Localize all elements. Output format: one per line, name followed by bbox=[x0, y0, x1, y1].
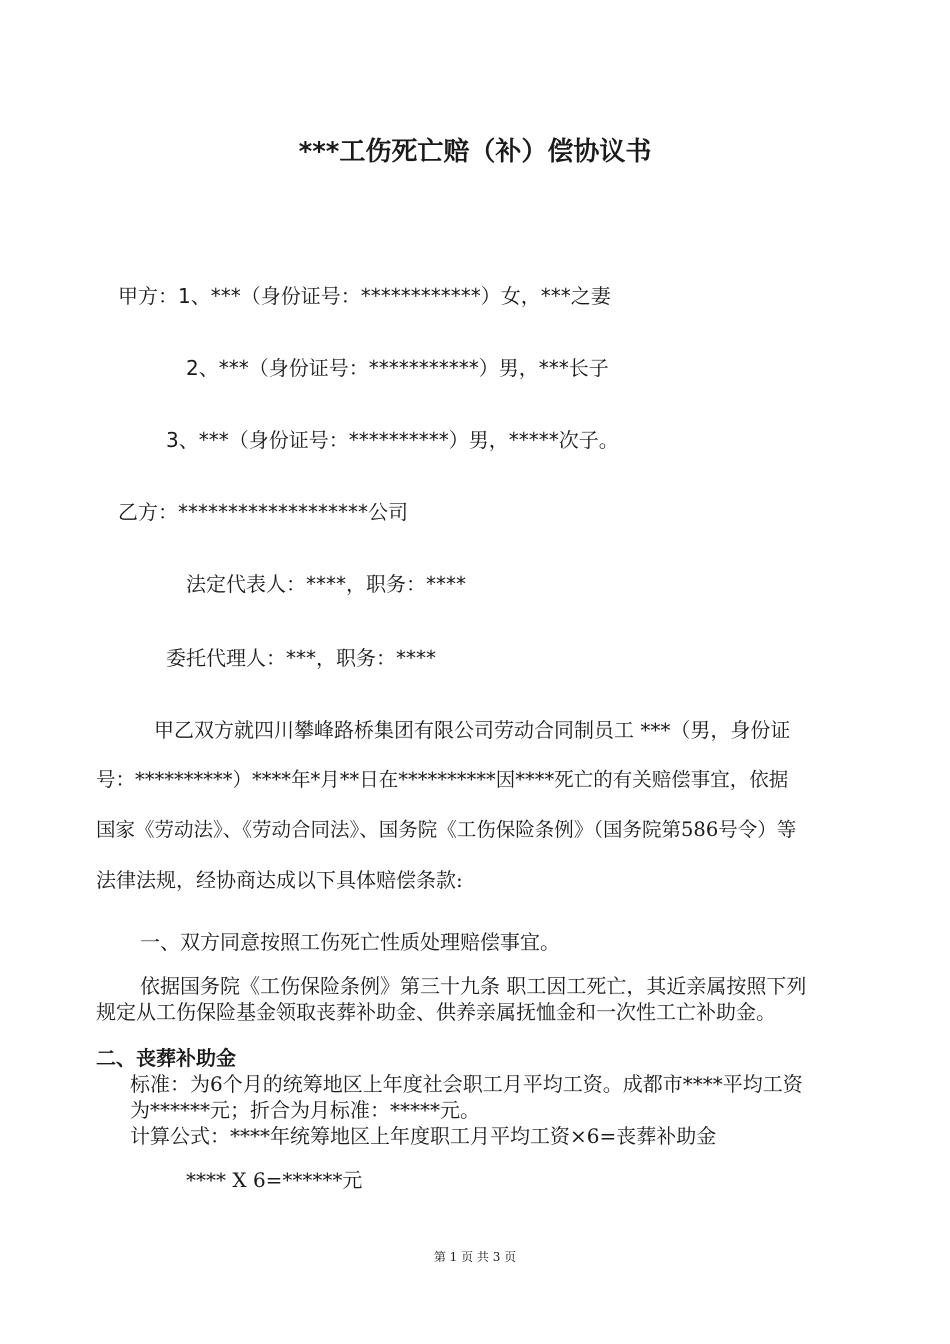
entrusted-agent: 委托代理人：***，职务：**** bbox=[166, 646, 436, 670]
basis-line-2: 规定从工伤保险基金领取丧葬补助金、供养亲属抚恤金和一次性工亡补助金。 bbox=[96, 1000, 776, 1024]
preamble-line-4: 法律法规，经协商达成以下具体赔偿条款: bbox=[96, 868, 463, 892]
page-footer: 第 1 页 共 3 页 bbox=[433, 1250, 517, 1264]
basis-line-1: 依据国务院《工伤保险条例》第三十九条 职工因工死亡，其近亲属按照下列 bbox=[140, 974, 807, 998]
party-a-line-3: 3、***（身份证号：**********）男，*****次子。 bbox=[166, 428, 619, 452]
clause-1: 一、双方同意按照工伤死亡性质处理赔偿事宜。 bbox=[140, 930, 560, 954]
preamble-line-2: 号：**********）****年*月**日在**********因****死亡的有关赔偿事宜，依据 bbox=[96, 768, 789, 791]
standard-line-1: 标准：为6个月的统筹地区上年度社会职工月平均工资。成都市****平均工资 bbox=[130, 1072, 803, 1096]
legal-representative: 法定代表人：****，职务：**** bbox=[186, 572, 466, 596]
standard-line-2: 为******元；折合为月标准：*****元。 bbox=[130, 1098, 480, 1122]
party-a-line-1: 甲方：1、***（身份证号：************）女，***之妻 bbox=[118, 284, 611, 308]
formula-line: 计算公式：****年统筹地区上年度职工月平均工资×6=丧葬补助金 bbox=[130, 1124, 717, 1148]
party-b-line: 乙方：*******************公司 bbox=[118, 500, 408, 524]
preamble-line-3: 国家《劳动法》、《劳动合同法》、国务院《工伤保险条例》（国务院第586号令）等 bbox=[96, 818, 797, 841]
preamble-line-1: 甲乙双方就四川攀峰路桥集团有限公司劳动合同制员工 ***（男，身份证 bbox=[154, 718, 791, 742]
document-title: ***工伤死亡赔（补）偿协议书 bbox=[298, 137, 652, 167]
party-a-line-2: 2、***（身份证号：***********）男，***长子 bbox=[186, 356, 609, 380]
calculation-line: **** X 6=******元 bbox=[186, 1168, 363, 1192]
clause-2-heading: 二、丧葬补助金 bbox=[96, 1046, 236, 1070]
